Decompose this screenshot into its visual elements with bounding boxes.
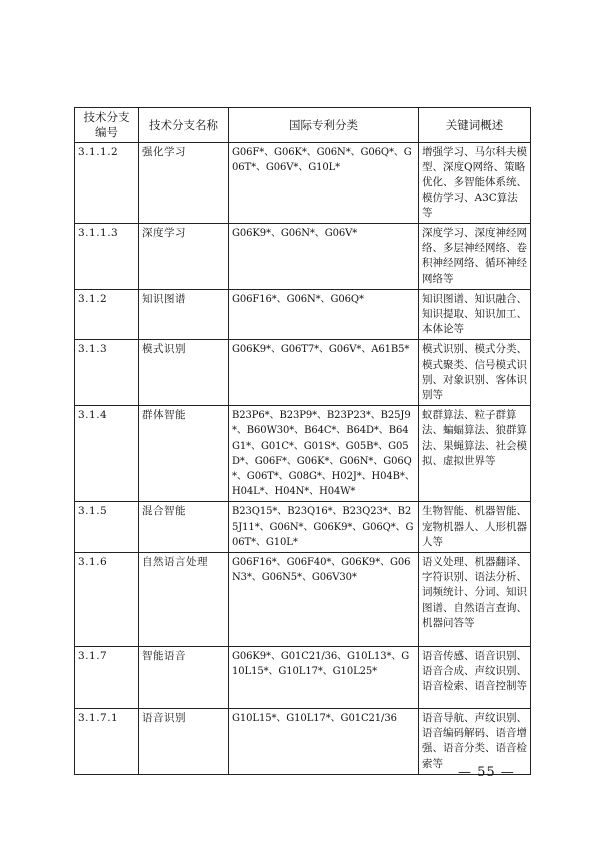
keywords: 语音传感、语音识别、语音合成、声纹识别、语音检索、语音控制等 [419, 647, 531, 709]
ipc-codes: B23P6*、B23P9*、B23P23*、B25J9*、B60W30*、B64C*、B64D*、B64G1*、G01C*、G01S*、G05B*、G05D*、G06F*、G06K*、G06N*、G06Q*、G06T*、G08G*、H02J*、H04B*、H04L*、H04N*、H04W* [229, 406, 419, 502]
page-number: — 55 — [458, 765, 515, 780]
branch-code: 3.1.6 [75, 553, 139, 647]
branch-code: 3.1.5 [75, 502, 139, 553]
table-row [75, 224, 531, 290]
keywords: 深度学习、深度神经网络、多层神经网络、卷积神经网络、循环神经网络等 [419, 224, 531, 290]
branch-code: 3.1.7.1 [75, 709, 139, 775]
table-row [75, 647, 531, 709]
keywords: 模式识别、模式分类、模式聚类、信号模式识别、对象识别、客体识别等 [419, 340, 531, 406]
header-branch-code: 技术分支编号 [75, 108, 139, 143]
table-row [75, 289, 531, 340]
branch-name: 强化学习 [139, 143, 229, 224]
header-keywords: 关键词概述 [419, 108, 531, 143]
ipc-codes: G06K9*、G06N*、G06V* [229, 224, 419, 290]
header-ipc: 国际专利分类 [229, 108, 419, 143]
keywords: 语义处理、机器翻译、字符识别、语法分析、词频统计、分词、知识图谱、自然语言查询、机器问答等 [419, 553, 531, 647]
ipc-codes: G06F*、G06K*、G06N*、G06Q*、G06T*、G06V*、G10L* [229, 143, 419, 224]
branch-name: 深度学习 [139, 224, 229, 290]
table-header-row [75, 108, 531, 143]
ipc-codes: G06F16*、G06N*、G06Q* [229, 289, 419, 340]
table-row [75, 502, 531, 553]
ipc-codes: G06K9*、G06T7*、G06V*、A61B5* [229, 340, 419, 406]
branch-code: 3.1.7 [75, 647, 139, 709]
patent-classification-table [74, 107, 531, 775]
branch-code: 3.1.1.2 [75, 143, 139, 224]
keywords: 语音导航、声纹识别、语音编码解码、语音增强、语音分类、语音检索等 [419, 709, 531, 775]
branch-name: 模式识别 [139, 340, 229, 406]
header-branch-name: 技术分支名称 [139, 108, 229, 143]
table-row [75, 553, 531, 647]
branch-name: 语音识别 [139, 709, 229, 775]
branch-code: 3.1.4 [75, 406, 139, 502]
branch-name: 自然语言处理 [139, 553, 229, 647]
ipc-codes: G10L15*、G10L17*、G01C21/36 [229, 709, 419, 775]
keywords: 增强学习、马尔科夫模型、深度Q网络、策略优化、多智能体系统、模仿学习、A3C算法等 [419, 143, 531, 224]
branch-name: 知识图谱 [139, 289, 229, 340]
branch-code: 3.1.2 [75, 289, 139, 340]
table-row [75, 340, 531, 406]
branch-code: 3.1.1.3 [75, 224, 139, 290]
keywords: 蚁群算法、粒子群算法、蝙蝠算法、狼群算法、果蝇算法、社会模拟、虚拟世界等 [419, 406, 531, 502]
keywords: 生物智能、机器智能、宠物机器人、人形机器人等 [419, 502, 531, 553]
table-row [75, 143, 531, 224]
ipc-codes: B23Q15*、B23Q16*、B23Q23*、B25J11*、G06N*、G06K9*、G06Q*、G06T*、G10L* [229, 502, 419, 553]
branch-name: 智能语音 [139, 647, 229, 709]
ipc-codes: G06F16*、G06F40*、G06K9*、G06N3*、G06N5*、G06V30* [229, 553, 419, 647]
ipc-codes: G06K9*、G01C21/36、G10L13*、G10L15*、G10L17*、G10L25* [229, 647, 419, 709]
branch-name: 群体智能 [139, 406, 229, 502]
table-row [75, 406, 531, 502]
branch-name: 混合智能 [139, 502, 229, 553]
branch-code: 3.1.3 [75, 340, 139, 406]
keywords: 知识图谱、知识融合、知识提取、知识加工、本体论等 [419, 289, 531, 340]
